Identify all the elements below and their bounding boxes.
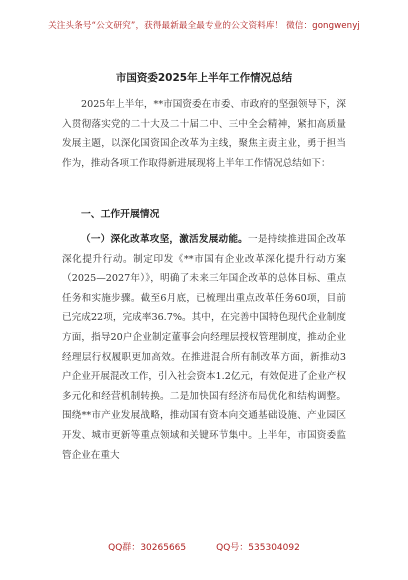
qq-group-label: QQ群： — [108, 543, 141, 553]
subsection-heading: （一）深化改革攻坚，激活发展动能。 — [81, 234, 248, 245]
qq-number-label: QQ号： — [216, 543, 249, 553]
header-banner: 关注头条号“公文研究”，获得最新最全最专业的公文资料库！ 微信：gongwenyj — [48, 21, 360, 31]
subsection-body: 一是持续推进国企改革深化提升行动。制定印发《**市国有企业改革深化提升行动方案（2025—2027年）》，明确了未来三年国企改革的总体目标、重点任务和实施步骤。截至6月底，已梳理出重点改革任务60项，目前已完成22项，完成率36.7%。其中，在完善中国特色现代企业制度方面，指导20户企业制定董事会向经理层授权管理制度，推动企业经理层行权履职更加高效。在推进混合所有制改革方面，新推动3户企业开展混改工作，引入社会资本1.2亿元，有效促进了企业产权多元化和经营机制转换。二是加快国有经济布局优化和结构调整。围绕**市产业发展战略，推动国有资本向交通基础设施、产业园区开发、城市更新等重点领域和关键环节集中。上半年，市国资委监管企业在重大 — [62, 234, 347, 461]
subsection-paragraph — [62, 230, 346, 465]
document-title: 市国资委2025年上半年工作情况总结 — [115, 72, 293, 84]
footer-contacts — [0, 540, 408, 553]
qq-number-value: 535304092 — [248, 543, 300, 553]
section-heading: 一、工作开展情况 — [81, 209, 160, 220]
intro-paragraph: 2025年上半年，**市国资委在市委、市政府的坚强领导下，深入贯彻落实党的二十大及二十届二中、三中全会精神，紧扣高质量发展主题，以深化国资国企改革为主线，聚焦主责主业，勇于担当作为，推动各项工作取得新进展现将上半年工作情况总结如下： — [62, 99, 346, 169]
qq-group-number: 30265665 — [140, 543, 187, 553]
